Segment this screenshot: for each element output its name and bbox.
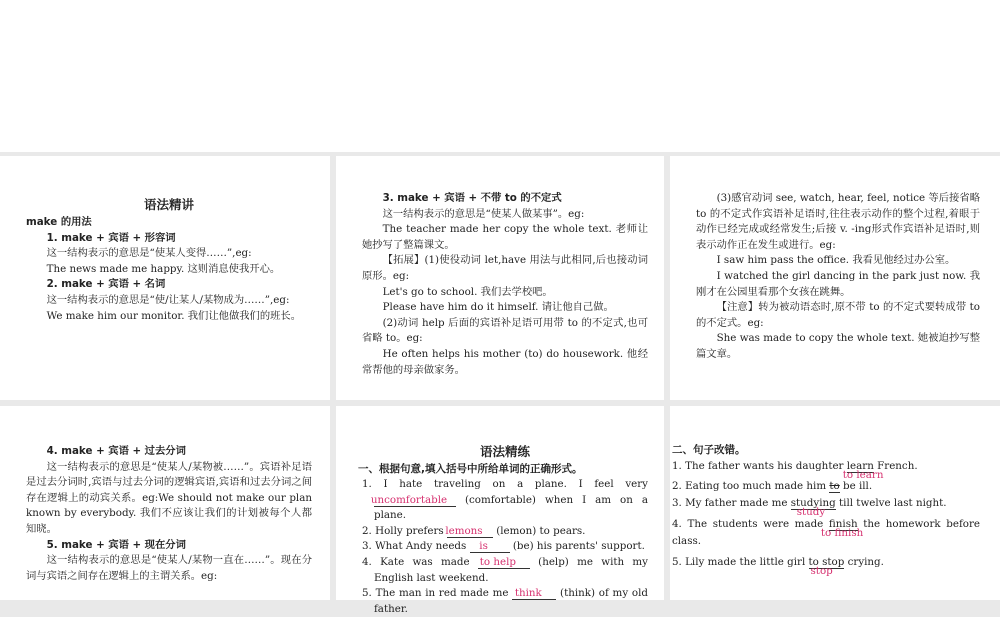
error-word	[790, 497, 836, 518]
example-8: I watched the girl dancing in the park just now. 我刚才在公园里看那个女孩在跳舞。	[696, 269, 980, 298]
correction-1	[672, 458, 980, 481]
sentence-text: 3. My father made me	[672, 497, 788, 509]
question-text: 1. I hate traveling on a plane. I feel very	[362, 478, 648, 490]
error-word	[820, 518, 864, 539]
sentence-text: French.	[877, 460, 918, 472]
rule-text-2: 这一结构表示的意思是“使/让某人/某物成为……”,eg:	[46, 293, 290, 306]
question-text: (lemon) to pears.	[496, 524, 586, 537]
rule-heading-4: 4. make + 宾语 + 过去分词	[46, 445, 186, 457]
rule-heading-2: 2. make + 宾语 + 名词	[46, 278, 166, 291]
sentence-text: 5. Lily made the little girl	[672, 556, 806, 568]
topic-heading: make 的用法	[26, 216, 92, 228]
question-text: 3. What Andy needs	[362, 540, 467, 553]
sentence-text: 4. The students were made	[672, 518, 824, 530]
question-text: (be) his parents' support.	[512, 540, 645, 553]
error-text: learn	[846, 460, 874, 472]
question-1	[362, 477, 648, 524]
rule-text-7: 这一结构表示的意思是“使某人/某物一直在……”。现在分词与宾语之间存在逻辑上的主谓关系。eg:	[26, 554, 312, 582]
sentence-text: till twelve last night.	[839, 497, 947, 509]
correction-text: study	[796, 506, 826, 518]
question-text: 4. Kate was made	[362, 555, 470, 568]
answer-blank: think	[512, 587, 556, 600]
panel-title: 语法精讲	[143, 197, 194, 212]
example-1: The news made me happy. 这则消息使我开心。	[46, 262, 281, 275]
slide-panel-sentence-correction[interactable]	[670, 406, 1000, 600]
attention-note: 【注意】转为被动语态时,原不带 to 的不定式要转成带 to 的不定式。eg:	[696, 301, 980, 329]
example-9: She was made to copy the whole text. 她被迫抄写整篇文章。	[696, 332, 980, 360]
correction-text: stop	[810, 565, 833, 577]
answer-blank: lemons	[447, 525, 493, 538]
correction-2	[672, 478, 980, 495]
panel-title: 语法精练	[479, 444, 530, 459]
blank-top-area	[0, 0, 1000, 152]
answer-blank: uncomfortable	[374, 494, 456, 507]
example-3: The teacher made her copy the whole text. 老师让她抄写了整篇课文。	[362, 223, 648, 251]
correction-5	[672, 554, 980, 577]
rule-heading-5: 5. make + 宾语 + 现在分词	[46, 538, 186, 551]
rule-text-6: 这一结构表示的意思是“使某人/某物被……”。宾语补足语是过去分词时,宾语与过去分词的逻辑宾语,宾语和过去分词之间存在逻辑上的动宾关系。eg:We should not make our plan known by everybody. 我们不应该让我们的计划被每个人都知晓。	[26, 460, 312, 535]
correction-4	[672, 516, 980, 550]
question-2	[362, 524, 648, 540]
answer-blank: to help	[478, 556, 530, 569]
slide-panel-grammar-explain-3[interactable]	[670, 156, 1000, 400]
slide-panel-grammar-explain-4[interactable]	[0, 406, 330, 600]
error-word: to	[829, 480, 840, 492]
example-6: He often helps his mother (to) do housework. 他经常帮他的母亲做家务。	[362, 347, 648, 376]
section-heading-correction: 二、句子改错。	[672, 444, 746, 456]
question-3	[362, 539, 648, 555]
sentence-text: be ill.	[843, 480, 873, 492]
sentence-text: 2. Eating too much made him	[672, 480, 827, 492]
slide-panel-grammar-explain-1[interactable]	[0, 156, 330, 400]
sentence-text: the homework before class.	[672, 518, 980, 547]
correction-text: to finish	[820, 527, 864, 539]
question-text: (help) me with my English last weekend.	[374, 555, 648, 584]
error-text: studying	[790, 497, 836, 509]
rule-text-1: 这一结构表示的意思是“使某人变得……”,eg:	[46, 247, 252, 260]
question-5	[362, 586, 648, 617]
question-text: 5. The man in red made me	[362, 587, 509, 600]
correction-text: to learn	[842, 469, 884, 481]
question-4	[362, 555, 648, 586]
example-5: Please have him do it himself. 请让他自己做。	[382, 301, 614, 314]
error-text: finish	[828, 518, 858, 530]
example-7: I saw him pass the office. 我看见他经过办公室。	[716, 254, 956, 267]
rule-text-5: (3)感官动词 see, watch, hear, feel, notice 等后接省略 to 的不定式作宾语补足语时,往往表示动作的整个过程,着眼于动作已经完成或经常发生;后接 v. -ing形式作宾语补足语时,则表示动作正在发生或进行。eg:	[696, 192, 980, 251]
error-word	[842, 460, 884, 481]
rule-heading-1: 1. make + 宾语 + 形容词	[46, 231, 176, 244]
sentence-text: 1. The father wants his daughter	[672, 460, 844, 472]
answer-blank: is	[470, 540, 510, 553]
rule-text-3: 这一结构表示的意思是“使某人做某事”。eg:	[382, 207, 585, 220]
question-text: (think) of my old father.	[374, 587, 648, 615]
rule-text-4: (2)动词 help 后面的宾语补足语可用带 to 的不定式,也可省略 to。eg:	[362, 316, 648, 345]
error-text: to stop	[808, 556, 845, 568]
extension-note: 【拓展】(1)使役动词 let,have 用法与此相同,后也接动词原形。eg:	[362, 254, 648, 282]
correction-3	[672, 495, 980, 518]
slide-panel-grammar-practice[interactable]	[336, 406, 664, 615]
example-4: Let's go to school. 我们去学校吧。	[382, 285, 553, 298]
question-text: (comfortable) when I am on a plane.	[374, 493, 648, 522]
rule-heading-3: 3. make + 宾语 + 不带 to 的不定式	[382, 192, 562, 204]
error-word	[808, 556, 845, 577]
section-heading-fill: 一、根据句意,填入括号中所给单词的正确形式。	[358, 463, 583, 475]
slide-panel-grammar-explain-2[interactable]	[336, 156, 664, 400]
example-2: We make him our monitor. 我们让他做我们的班长。	[46, 309, 302, 322]
sentence-text: crying.	[847, 556, 884, 568]
question-text: 2. Holly prefers	[362, 524, 444, 537]
